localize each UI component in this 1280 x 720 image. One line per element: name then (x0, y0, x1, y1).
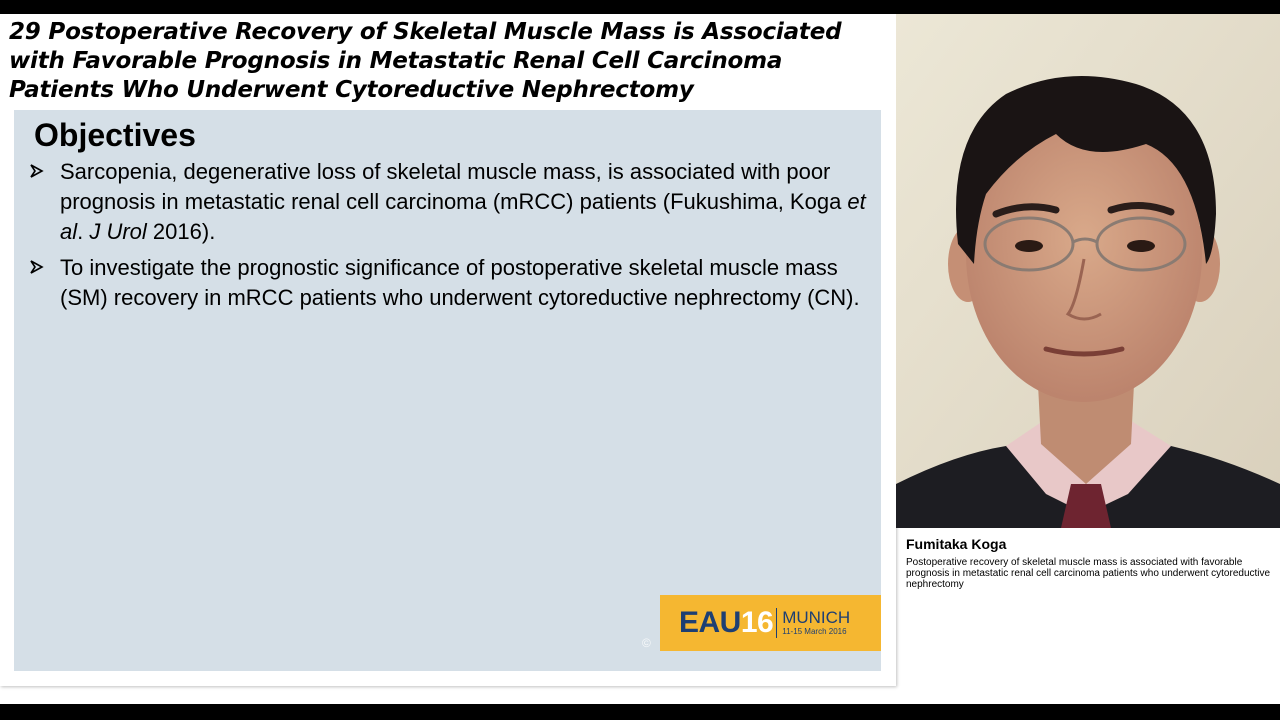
citation-journal-italic: J Urol (89, 219, 147, 244)
slide-panel (0, 14, 896, 686)
citation-authors-italic: et al (60, 189, 866, 244)
speaker-photo (896, 14, 1280, 528)
logo-dates: 11-15 March 2016 (782, 627, 847, 636)
section-heading: Objectives (34, 117, 196, 153)
eau-logo-wordmark: EAU16 (679, 606, 774, 639)
talk-description: Postoperative recovery of skeletal muscle mass is associated with favorable prognosis in metastatic renal cell carcinoma patients who underwent cytoreductive nephrectomy (906, 557, 1271, 590)
arrowhead-bullet-icon (28, 161, 46, 181)
bottom-letterbox-bar (0, 704, 1280, 720)
list-item (28, 253, 868, 313)
speaker-portrait-illustration (896, 14, 1280, 528)
slide-content-box (14, 110, 881, 671)
eau16-munich-logo (660, 595, 881, 651)
logo-location (782, 609, 850, 637)
objectives-list (28, 157, 868, 319)
bullet-text: Sarcopenia, degenerative loss of skeletal muscle mass, is associated with poor prognosis in metastatic renal cell carcinoma (mRCC) patients (Fukushima, Koga et al. J Urol 2016). (60, 159, 866, 244)
copyright-mark: © (642, 636, 651, 650)
speaker-name: Fumitaka Koga (906, 536, 1007, 552)
logo-divider (776, 608, 777, 638)
bullet-text: To investigate the prognostic significance of postoperative skeletal muscle mass (SM) recovery in mRCC patients who underwent cytoreductive nephrectomy (CN). (60, 255, 860, 310)
logo-city: MUNICH (782, 608, 851, 627)
top-letterbox-bar (0, 0, 1280, 14)
list-item (28, 157, 868, 247)
slide-title: 29 Postoperative Recovery of Skeletal Muscle Mass is Associated with Favorable Prognosis in Metastatic Renal Cell Carcinoma Patients Who Underwent Cytoreductive Nephrectomy (9, 19, 842, 103)
arrowhead-bullet-icon (28, 257, 46, 277)
